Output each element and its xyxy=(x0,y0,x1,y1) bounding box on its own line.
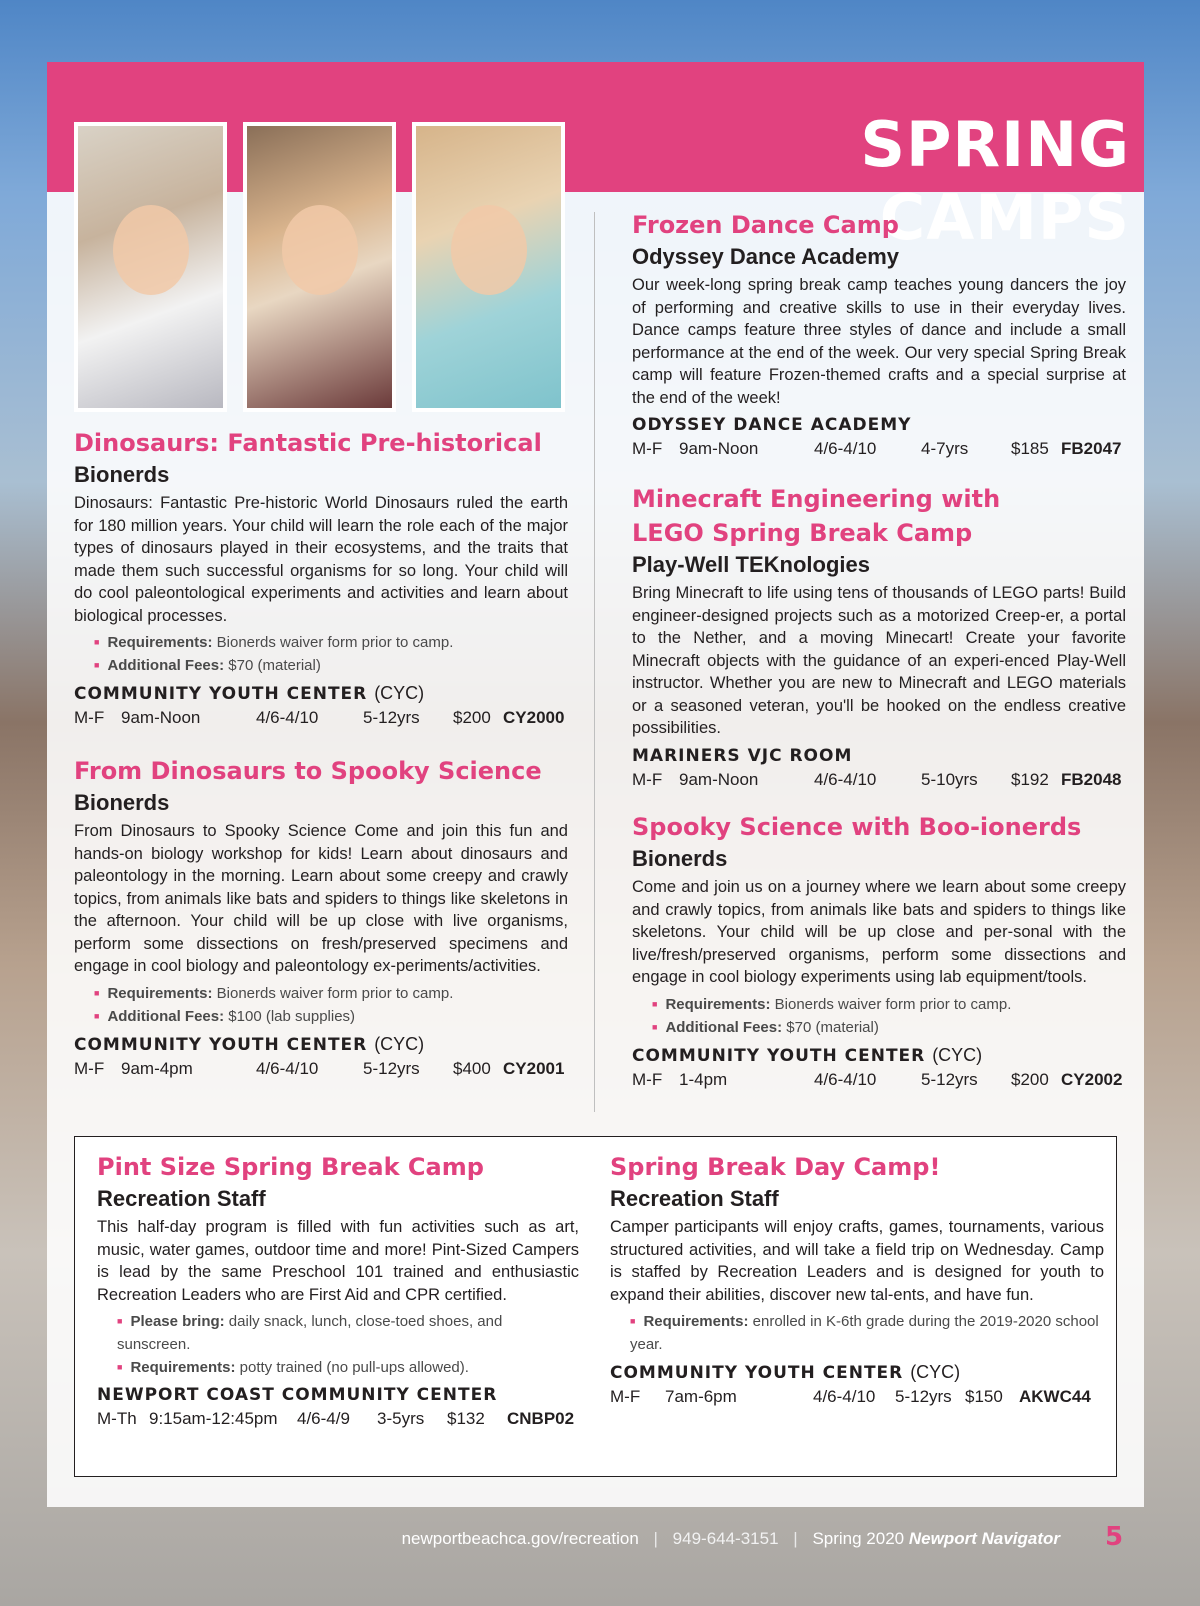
camp-provider: Odyssey Dance Academy xyxy=(632,244,899,269)
camp-location: ODYSSEY DANCE ACADEMY xyxy=(632,415,912,435)
camp-schedule: M-F 9am-4pm 4/6-4/10 5-12yrs $400 CY2001 xyxy=(74,1058,565,1078)
camp-schedule: M-F 1-4pm 4/6-4/10 5-12yrs $200 CY2002 xyxy=(632,1069,1123,1089)
camp-title: Pint Size Spring Break Camp xyxy=(97,1153,484,1181)
camp-title: Spring Break Day Camp! xyxy=(610,1153,941,1181)
camp-description: Come and join us on a journey where we learn about some creepy and crawly topics, from animals like bats and spiders to things like skeletons. Your child will be up close and per-sonal with the live/fresh/preserved organisms, perform some dissections and engage in cool biology experiments using lab equipment/tools. xyxy=(632,878,1126,986)
camp-note: ■ Please bring: daily snack, lunch, close-toed shoes, and sunscreen. xyxy=(117,1310,579,1356)
column-divider xyxy=(594,212,595,1112)
camp-schedule: M-F 9am-Noon 4/6-4/10 4-7yrs $185 FB2047 xyxy=(632,439,1122,458)
camp-provider: Bionerds xyxy=(74,462,170,487)
footer-phone: 949-644-3151 xyxy=(672,1529,779,1548)
camp-note: ■ Requirements: enrolled in K-6th grade during the 2019-2020 school year. xyxy=(630,1310,1104,1356)
camp-schedule: M-F 7am-6pm 4/6-4/10 5-12yrs $150 AKWC44 xyxy=(610,1387,1091,1406)
camp-provider: Bionerds xyxy=(74,790,170,815)
camp-pintsize xyxy=(97,1150,579,1431)
camp-description: Bring Minecraft to life using tens of thousands of LEGO parts! Build engineer-designed projects such as a motorized Creep-er, a portal to the Nether, and a moving Minecart! Create your favorite Minecraft objects with the guidance of an experi-enced Play-Well instructor. Whether you are new to Minecraft and LEGO materials or a seasoned veteran, you'll be hooked on the endless creative possibilities. xyxy=(632,584,1126,737)
camp-schedule: M-Th 9:15am-12:45pm 4/6-4/9 3-5yrs $132 CNBP02 xyxy=(97,1409,575,1428)
camp-provider: Recreation Staff xyxy=(97,1186,266,1211)
camp-location: COMMUNITY YOUTH CENTER (CYC) xyxy=(610,1362,961,1383)
footer-url[interactable]: newportbeachca.gov/recreation xyxy=(401,1529,639,1548)
camp-provider: Recreation Staff xyxy=(610,1186,779,1211)
camp-note: ■ Additional Fees: $100 (lab supplies) xyxy=(94,1005,568,1028)
camp-dinosaurs-spooky xyxy=(74,754,568,1081)
camp-description: Dinosaurs: Fantastic Pre-historic World Dinosaurs ruled the earth for 180 million years. Your child will learn the role each of the major types of dinosaurs played in their ecosystems, and the traits that made them such successful organisms for so long. Your child will do cool paleontological experiments and activities and learn about biological processes. xyxy=(74,494,568,625)
camp-provider: Play-Well TEKnologies xyxy=(632,552,870,577)
camp-provider: Bionerds xyxy=(632,846,728,871)
camp-notes xyxy=(652,993,1126,1039)
camp-title: Minecraft Engineering with LEGO Spring Break Camp xyxy=(632,485,1001,547)
girl-marker-photo xyxy=(243,122,396,412)
camp-minecraft xyxy=(632,482,1126,792)
footer-season: Spring 2020 xyxy=(812,1529,905,1548)
camp-note: ■ Requirements: Bionerds waiver form prior to camp. xyxy=(94,631,568,654)
girl-elsa-dress-photo xyxy=(412,122,565,412)
camp-notes xyxy=(94,631,568,677)
camp-title: Dinosaurs: Fantastic Pre-historical xyxy=(74,429,542,457)
footer xyxy=(0,1529,1060,1549)
camp-title: Spooky Science with Boo-ionerds xyxy=(632,813,1082,841)
camp-schedule: M-F 9am-Noon 4/6-4/10 5-12yrs $200 CY2000 xyxy=(74,708,565,727)
camp-location: COMMUNITY YOUTH CENTER (CYC) xyxy=(74,1033,425,1055)
camp-title: From Dinosaurs to Spooky Science xyxy=(74,757,542,785)
boy-lab-coat-photo xyxy=(74,122,227,412)
camp-description: Camper participants will enjoy crafts, games, tournaments, various structured activities, and will take a field trip on Wednesday. Camp is staffed by Recreation Leaders and is designed for youth to expand their abilities, discover new tal-ents, and have fun. xyxy=(610,1218,1104,1304)
camp-daycamp xyxy=(610,1150,1104,1409)
camp-dinosaurs xyxy=(74,426,568,730)
camp-location: COMMUNITY YOUTH CENTER (CYC) xyxy=(632,1044,983,1066)
camp-frozen xyxy=(632,208,1126,461)
footer-separator: | xyxy=(793,1529,798,1548)
camp-booionerds xyxy=(632,810,1126,1092)
camp-title: Frozen Dance Camp xyxy=(632,211,899,239)
page-number: 5 xyxy=(1105,1522,1124,1552)
camp-note: ■ Requirements: Bionerds waiver form prior to camp. xyxy=(652,993,1126,1016)
camp-note: ■ Requirements: potty trained (no pull-ups allowed). xyxy=(117,1356,579,1379)
camp-note: ■ Additional Fees: $70 (material) xyxy=(652,1016,1126,1039)
camp-description: This half-day program is filled with fun activities such as art, music, water games, outdoor time and more! Pint-Sized Campers is lead by the same Preschool 101 trained and enthusiastic Recreation Leaders who are First Aid and CPR certified. xyxy=(97,1218,579,1304)
page-title: SPRING CAMPS xyxy=(860,108,1130,254)
camp-notes xyxy=(94,982,568,1028)
camp-location: NEWPORT COAST COMMUNITY CENTER xyxy=(97,1385,498,1405)
camp-schedule: M-F 9am-Noon 4/6-4/10 5-10yrs $192 FB2048 xyxy=(632,769,1122,789)
camp-notes xyxy=(630,1310,1104,1356)
camp-description: Our week-long spring break camp teaches young dancers the joy of performing and creative skills to use in their everyday lives. Dance camps feature three styles of dance and include a small performance at the end of the week. Our very special Spring Break camp will feature Frozen-themed crafts and a special surprise at the end of the week! xyxy=(632,276,1126,407)
camp-location: COMMUNITY YOUTH CENTER (CYC) xyxy=(74,683,425,704)
camp-note: ■ Additional Fees: $70 (material) xyxy=(94,654,568,677)
camp-note: ■ Requirements: Bionerds waiver form prior to camp. xyxy=(94,982,568,1005)
footer-separator: | xyxy=(653,1529,658,1548)
camp-notes xyxy=(117,1310,579,1379)
footer-magazine: Newport Navigator xyxy=(908,1529,1060,1548)
camp-description: From Dinosaurs to Spooky Science Come and join this fun and hands-on biology workshop for kids! Learn about dinosaurs and paleontology in the morning. Learn about some creepy and crawly topics, from animals like bats and spiders to things like skeletons in the afternoon. Your child will be up close with live organisms, perform some dissections on fresh/preserved specimens and engage in cool biology and paleontology ex-periments/activities. xyxy=(74,822,568,975)
camp-location: MARINERS VJC ROOM xyxy=(632,745,853,766)
